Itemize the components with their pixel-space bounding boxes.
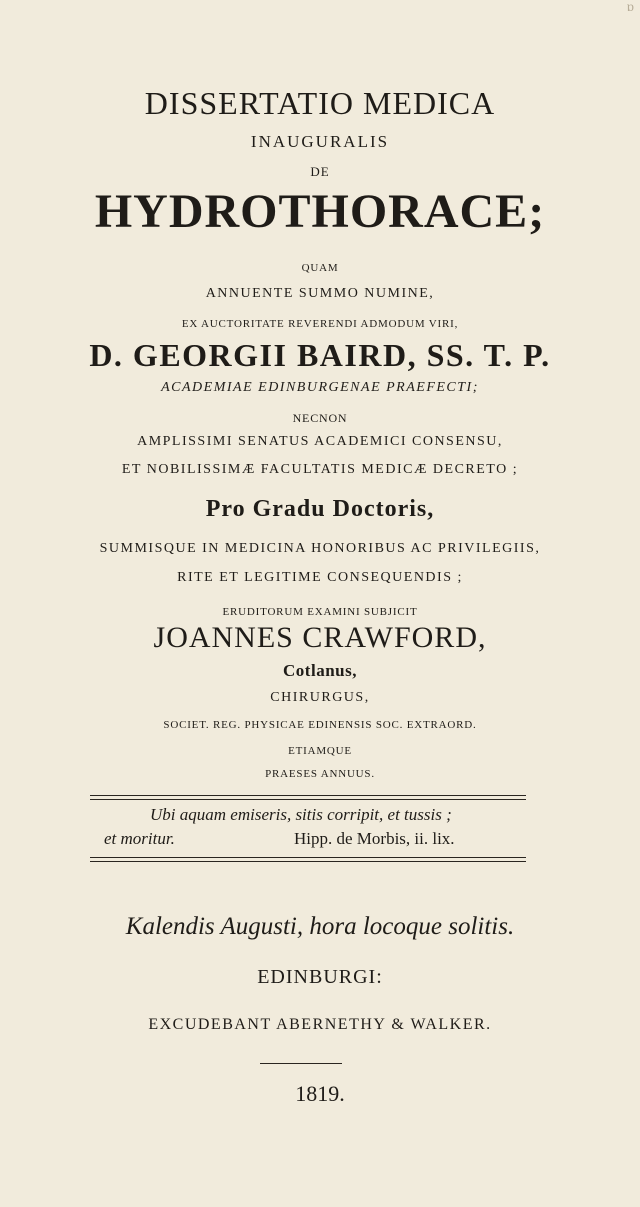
kalendis-line: Kalendis Augusti, hora locoque solitis. [125, 913, 515, 940]
quote-line-2-left: et moritur. [104, 829, 175, 848]
summisque-line: SUMMISQUE IN MEDICINA HONORIBUS AC PRIVILEGIIS, [99, 541, 541, 556]
publication-year: 1819. [295, 1081, 345, 1106]
quote-citation: Hipp. de Morbis, ii. lix. [294, 829, 455, 848]
profession-line: CHIRURGUS, [270, 690, 370, 705]
top-rule [90, 795, 526, 796]
corner-mark: ɒ [626, 0, 634, 15]
nationality-line: Cotlanus, [283, 661, 357, 680]
quote-line-1: Ubi aquam emiseris, sitis corripit, et tussis ; [150, 805, 452, 824]
facultatis-line: ET NOBILISSIMÆ FACULTATIS MEDICÆ DECRETO ; [121, 462, 519, 477]
printer-line: EXCUDEBANT ABERNETHY & WALKER. [148, 1016, 492, 1033]
etiamque-label: ETIAMQUE [288, 745, 352, 757]
praeses-line: PRAESES ANNUUS. [265, 768, 375, 780]
pro-gradu-line: Pro Gradu Doctoris, [205, 496, 435, 522]
subject-heading: HYDROTHORACE; [94, 185, 546, 238]
rite-line: RITE ET LEGITIME CONSEQUENDIS ; [177, 570, 463, 585]
dissertation-title: DISSERTATIO MEDICA [144, 85, 496, 121]
bottom-rule [90, 857, 526, 858]
necnon-label: NECNON [292, 411, 348, 425]
dissertation-subtitle: INAUGURALIS [250, 132, 390, 151]
top-rule-second [90, 799, 526, 800]
author-name: JOANNES CRAWFORD, [153, 621, 487, 654]
senatus-line: AMPLISSIMI SENATUS ACADEMICI CONSENSU, [137, 434, 503, 449]
year-rule [260, 1063, 342, 1064]
auctoritate-line: EX AUCTORITATE REVERENDI ADMODUM VIRI, [181, 318, 459, 330]
bottom-rule-second [90, 861, 526, 862]
academiae-line: ACADEMIAE EDINBURGENAE PRAEFECTI; [161, 380, 479, 395]
quam-label: QUAM [301, 262, 339, 274]
praefect-name: D. GEORGII BAIRD, SS. T. P. [89, 337, 551, 373]
city-line: EDINBURGI: [257, 966, 383, 988]
eruditorum-line: ERUDITORUM EXAMINI SUBJICIT [222, 606, 418, 618]
de-label: DE [310, 164, 330, 179]
annuente-line: ANNUENTE SUMMO NUMINE, [205, 286, 435, 301]
societ-line: SOCIET. REG. PHYSICAE EDINENSIS SOC. EXTRAORD. [163, 719, 477, 731]
